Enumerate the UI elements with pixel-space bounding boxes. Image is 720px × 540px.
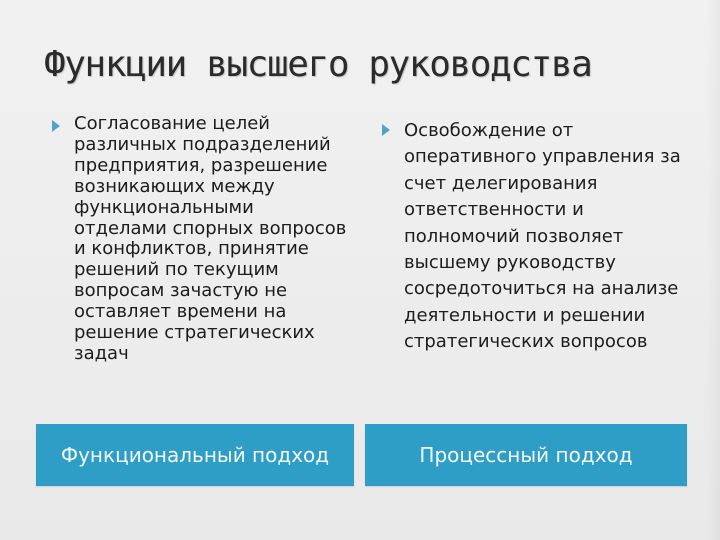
- functional-approach-text: Функциональный подход: [60, 443, 330, 467]
- triangle-bullet-icon: [52, 120, 60, 132]
- process-approach-text: Процессный подход: [419, 443, 633, 467]
- slide-edge-shadow: [706, 0, 720, 540]
- left-bullet-item: [48, 114, 348, 365]
- left-column: [48, 114, 348, 365]
- right-bullet-text: Освобождение от оперативного управления за счет делегирования ответственности и полномочий позволяет высшему руководству сосредоточиться на анализе деятельности и решении стратегических вопросов: [404, 120, 681, 353]
- right-bullet-item: [378, 118, 698, 356]
- right-column: [378, 118, 698, 356]
- process-approach-label: [365, 424, 687, 486]
- triangle-bullet-icon: [382, 124, 390, 136]
- left-bullet-text: Согласование целей различных подразделений предприятия, разрешение возникающих между функциональными отделами спорных вопросов и конфликтов, принятие решений по текущим вопросам зачастую не оставляет времени на решение стратегических задач: [74, 113, 347, 364]
- slide-title: Функции высшего руководства: [44, 44, 592, 85]
- functional-approach-label: [36, 424, 354, 486]
